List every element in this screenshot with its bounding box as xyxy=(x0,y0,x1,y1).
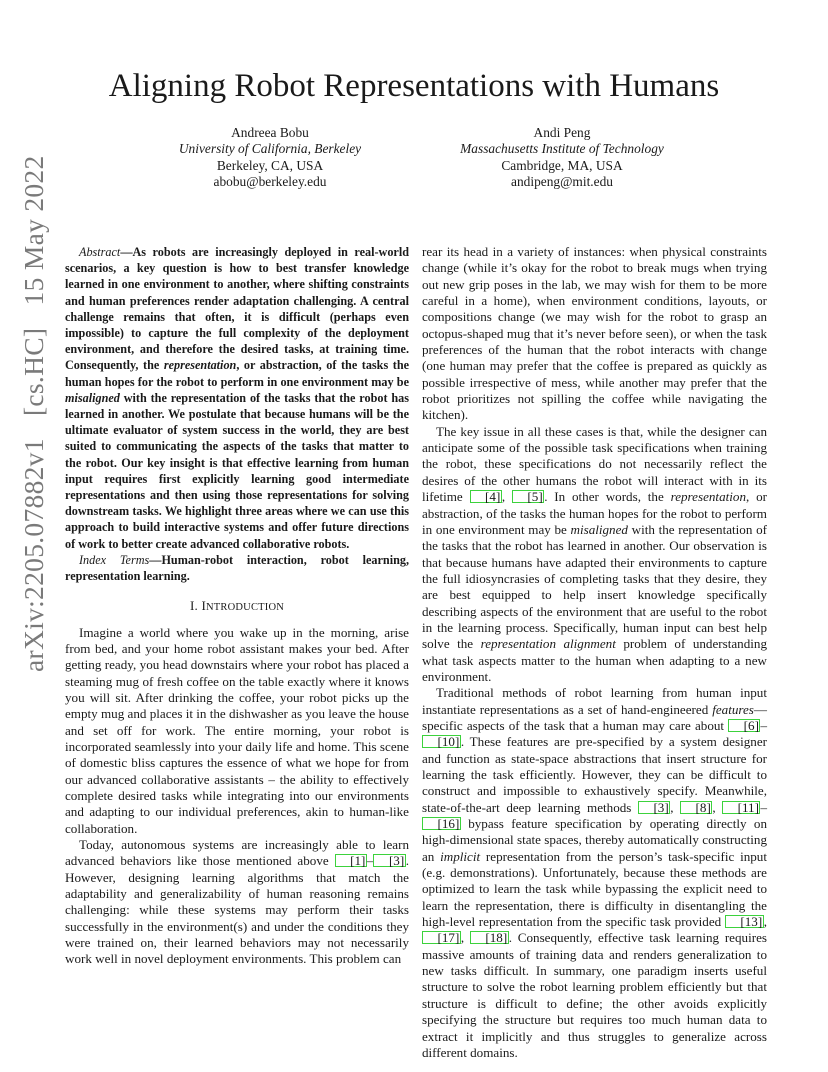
paragraph-text: . Consequently, effective task learning requires massive amounts of training data and renders generalization to new tasks difficult. In summary, one paradigm inserts useful structure to solve the robot learning problem efficiently but that structure is difficult to define; the other avoids explicitly specifying the structure but requires too much human data to extract it implicitly and thus struggles to generalize across different domains. xyxy=(422,930,767,1060)
section-title-initial: I xyxy=(201,598,207,614)
paragraph-text: rear its head in a variety of instances: when physical constraints change (while it’s okay for the robot to break mugs when trying out new grip poses in the lab, we may wish for them to be more careful in a home), when environment conditions, layouts, or compositions change (we may wish for the robot to grasp an octopus-shaped mug that it’s never before seen), or when the task preferences of the human that the robot interacts with change (one human may prefer that the coffee is prepared as quickly as possible irrespective of mess, while another may prefer that the robot prioritizes not spilling the coffee while navigating the kitchen). xyxy=(422,244,767,423)
index-terms xyxy=(65,552,409,584)
abstract-text: with the representation of the tasks that the robot has learned in another. We postulate that because humans will be the ultimate evaluator of system success in the world, they are best suited to communicating the aspects of the tasks that matter to the robot. Our key insight is that effective learning from human input requires first explicitly learning good intermediate representations and then using those representations for solving downstream tasks. We highlight three areas where we can use this approach to build interactive systems and offer future directions of work to better create advanced collaborative robots. xyxy=(65,390,409,551)
citation-separator: – xyxy=(366,853,374,869)
citation-link[interactable]: [16] xyxy=(422,817,461,830)
citation-separator: , xyxy=(460,930,470,946)
intro-paragraph-2 xyxy=(65,837,409,968)
citation-link[interactable]: [10] xyxy=(422,735,461,748)
paragraph-text: . However, designing learning algorithms that match the adaptability and generalizability of human reasoning remains challenging: while these systems may perform their tasks successfully in the environment(s) and under the conditions they were trained on, their learned behaviors may not necessarily work well in novel deployment environments. This problem can xyxy=(65,853,409,967)
citation-link[interactable]: [17] xyxy=(422,931,461,944)
paragraph-emphasis: representation alignment xyxy=(480,636,616,652)
paragraph-emphasis: misaligned xyxy=(570,521,628,537)
abstract-dash: — xyxy=(120,245,133,259)
arxiv-date: 15 May 2022 xyxy=(18,155,49,306)
citation-link[interactable]: [4] xyxy=(470,490,502,503)
author-location: Berkeley, CA, USA xyxy=(216,157,324,173)
citation-separator: , xyxy=(763,914,767,930)
intro-paragraph-4 xyxy=(422,685,767,1061)
citation-link[interactable]: [13] xyxy=(725,915,764,928)
author-affiliation: University of California, Berkeley xyxy=(178,141,362,157)
author-name: Andreea Bobu xyxy=(231,125,309,140)
citation-separator: – xyxy=(760,799,768,815)
paragraph-text: , or abstraction, of the tasks the human hopes for the robot to perform in one environment may be xyxy=(422,489,767,537)
right-column xyxy=(422,244,767,1061)
citation-link[interactable]: [1] xyxy=(335,854,367,867)
author-email: abobu@berkeley.edu xyxy=(213,173,327,189)
paragraph-emphasis: features xyxy=(712,701,754,717)
author-name: Andi Peng xyxy=(533,125,591,140)
abstract xyxy=(65,244,409,552)
citation-separator: , xyxy=(670,799,681,815)
section-title-rest: NTRODUCTION xyxy=(206,602,285,614)
arxiv-category: [cs.HC] xyxy=(18,327,49,417)
citation-separator: – xyxy=(760,717,767,733)
paragraph-text: —specific aspects of the task that a human may care about xyxy=(422,701,767,733)
author-block-2 xyxy=(412,125,712,190)
left-column xyxy=(65,244,409,968)
abstract-text: , or abstraction, of the tasks the human hopes for the robot to perform in one environment may be xyxy=(65,358,410,389)
citation-link[interactable]: [3] xyxy=(638,801,670,814)
section-number: I. xyxy=(189,598,202,614)
intro-paragraph-3 xyxy=(422,424,767,686)
citation-separator: , xyxy=(501,489,512,505)
author-affiliation: Massachusetts Institute of Technology xyxy=(460,141,664,157)
author-block-1 xyxy=(120,125,420,190)
author-location: Cambridge, MA, USA xyxy=(501,157,623,173)
paragraph-text: Traditional methods of robot learning from human input instantiate representations as a set of hand-engineered xyxy=(422,685,767,717)
arxiv-stamp xyxy=(18,140,50,672)
citation-link[interactable]: [5] xyxy=(512,490,544,503)
index-terms-text: —Human-robot interaction, robot learning, representation learning. xyxy=(65,552,410,584)
intro-paragraph-1: Imagine a world where you wake up in the morning, arise from bed, and your home robot assistant makes your bed. After getting ready, you head downstairs where your robot has placed a steaming mug of fresh coffee on the table exactly where it knows you will sit. After drinking the coffee, your robot picks up the empty mug and places it in the dishwasher as you leave the house and set off for work. The entire morning, your robot is incorporated seamlessly into your daily life and home. This scene of domestic bliss captures the essence of what we hope for from our advanced collaborative assistants – the ability to effectively complete desired tasks while integrating into our environments and adapting to our individual preferences, akin to human-like collaboration. xyxy=(65,624,409,836)
paragraph-text: representation from the person’s task-specific input (e.g. demonstrations). Unfortunately, because these methods are optimized to learn the task while bypassing the explicit need to learn the representation, there is difficulty in disentangling the high-level representation from the specific task provided xyxy=(422,848,767,930)
abstract-label: Abstract xyxy=(79,245,121,259)
abstract-emphasis: misaligned xyxy=(65,390,120,405)
section-heading xyxy=(65,598,409,616)
citation-link[interactable]: [11] xyxy=(722,801,760,814)
paragraph-emphasis: representation xyxy=(670,489,746,505)
paragraph-text: bypass feature specification by operating directly on high-dimensional state spaces, thereby automatically constructing an xyxy=(422,816,767,864)
abstract-text: As robots are increasingly deployed in real-world scenarios, a key question is how to best transfer knowledge learned in one environment to another, where shifting constraints and human preferences render adaptation challenging. A central challenge remains that often, it is difficult (perhaps even impossible) to capture the full complexity of the deployment environment, and therefore the desired tasks, at training time. Consequently, the xyxy=(65,245,409,373)
citation-link[interactable]: [3] xyxy=(373,854,405,867)
index-terms-label: Index Terms xyxy=(79,552,150,567)
paragraph-emphasis: implicit xyxy=(440,848,481,864)
abstract-emphasis: representation xyxy=(163,358,237,373)
paragraph-text: problem of understanding what task aspects matter to the human when adapting to a new environment. xyxy=(422,636,767,684)
citation-link[interactable]: [6] xyxy=(728,719,760,732)
intro-paragraph-2-continued xyxy=(422,244,767,424)
citation-separator: , xyxy=(712,799,723,815)
arxiv-id: arXiv:2205.07882v1 xyxy=(18,438,49,672)
paper-title: Aligning Robot Representations with Humans xyxy=(108,68,720,104)
paragraph-text: . In other words, the xyxy=(544,489,671,505)
author-email: andipeng@mit.edu xyxy=(511,173,613,189)
citation-link[interactable]: [8] xyxy=(680,801,712,814)
paragraph-text: The key issue in all these cases is that, while the designer can anticipate some of the possible task specifications when training the robot, these specifications do not necessarily reflect the desires of the other humans the robot will interact with in its lifetime xyxy=(422,423,767,505)
paragraph-text: with the representation of the tasks that the robot has learned in another. Our observation is that because humans have adapted their environments to capture the full idiosyncrasies of completing tasks that they desire, they are best equipped to help insert knowledge specifically describing aspects of the environment that are useful to the robot in the learning process. Specifically, human input can best help solve the xyxy=(422,521,767,652)
paragraph-text: . These features are pre-specified by a system designer and function as state-space abstractions that insert structure for learning the task efficiently. However, they can be difficult to construct and impossible to exhaustively specify. Meanwhile, state-of-the-art deep learning methods xyxy=(422,734,767,815)
citation-link[interactable]: [18] xyxy=(470,931,509,944)
paragraph-text: Today, autonomous systems are increasingly able to learn advanced behaviors like those mentioned above xyxy=(65,837,409,869)
